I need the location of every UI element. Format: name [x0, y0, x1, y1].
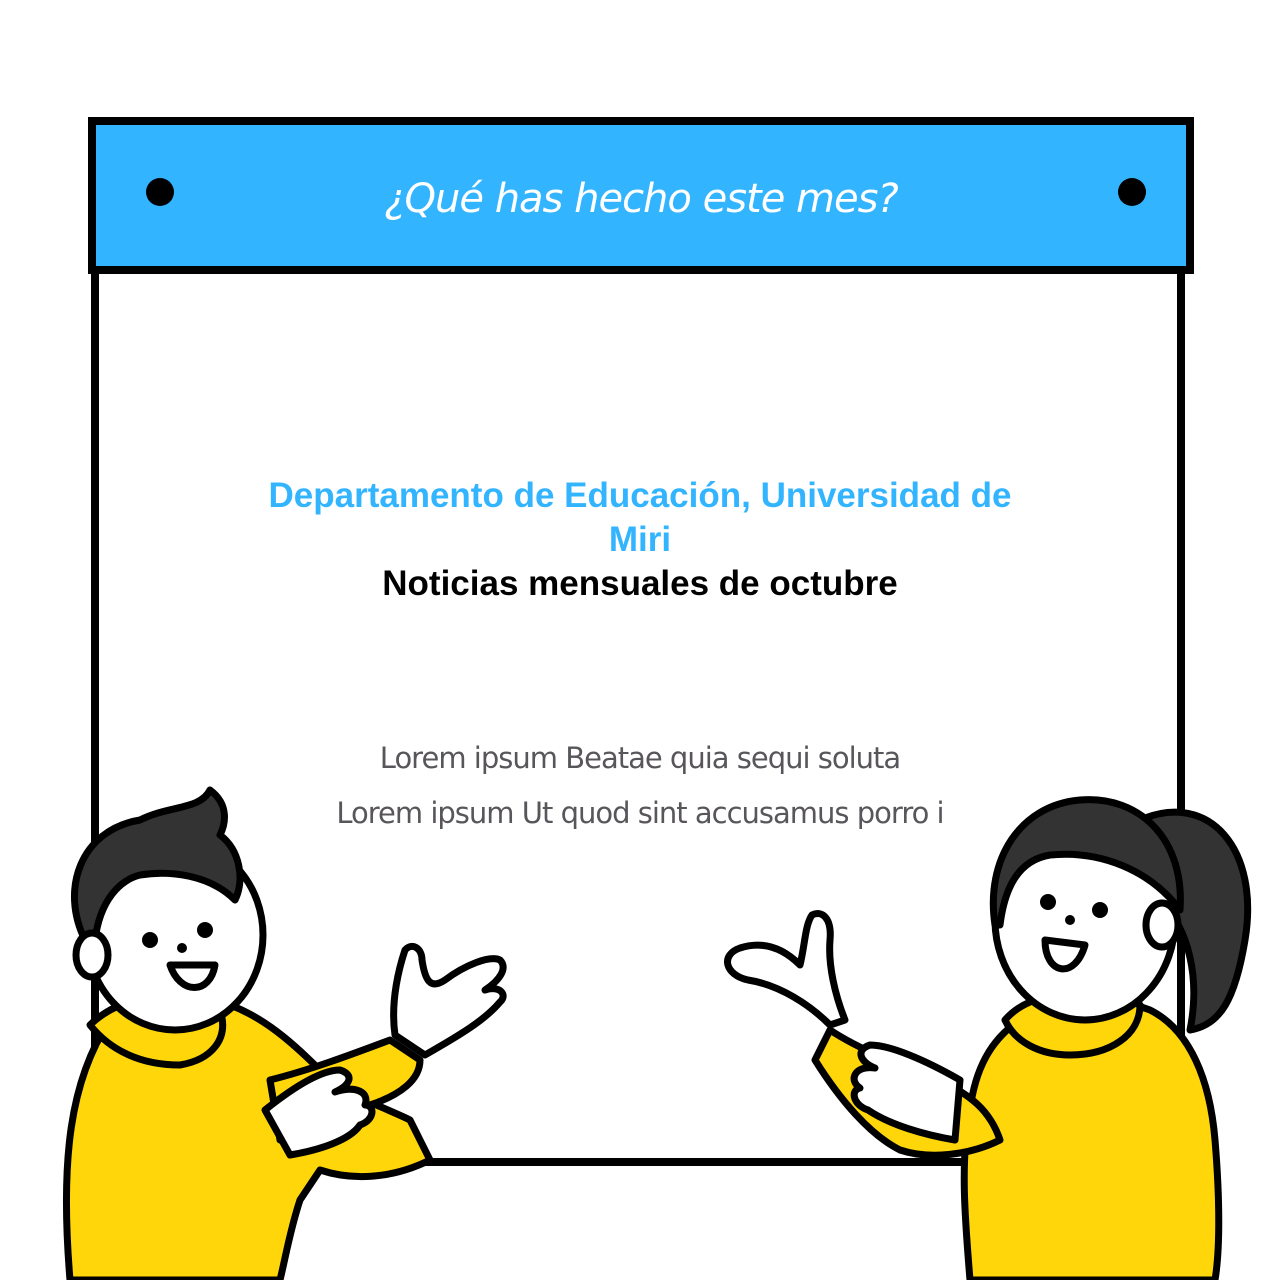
body-text-line: Lorem ipsum Beatae quia sequi soluta [379, 741, 901, 775]
banner-title: ¿Qué has hecho este mes? [384, 176, 898, 222]
newsletter-subheading: Noticias mensuales de octubre [382, 564, 898, 603]
department-heading: Departamento de Educación, Universidad de Miri [268, 476, 1012, 559]
girl-illustration [720, 780, 1280, 1280]
body-text-line: Lorem ipsum Ut quod sint accusamus porro i [336, 796, 944, 830]
boy-illustration [30, 780, 530, 1280]
